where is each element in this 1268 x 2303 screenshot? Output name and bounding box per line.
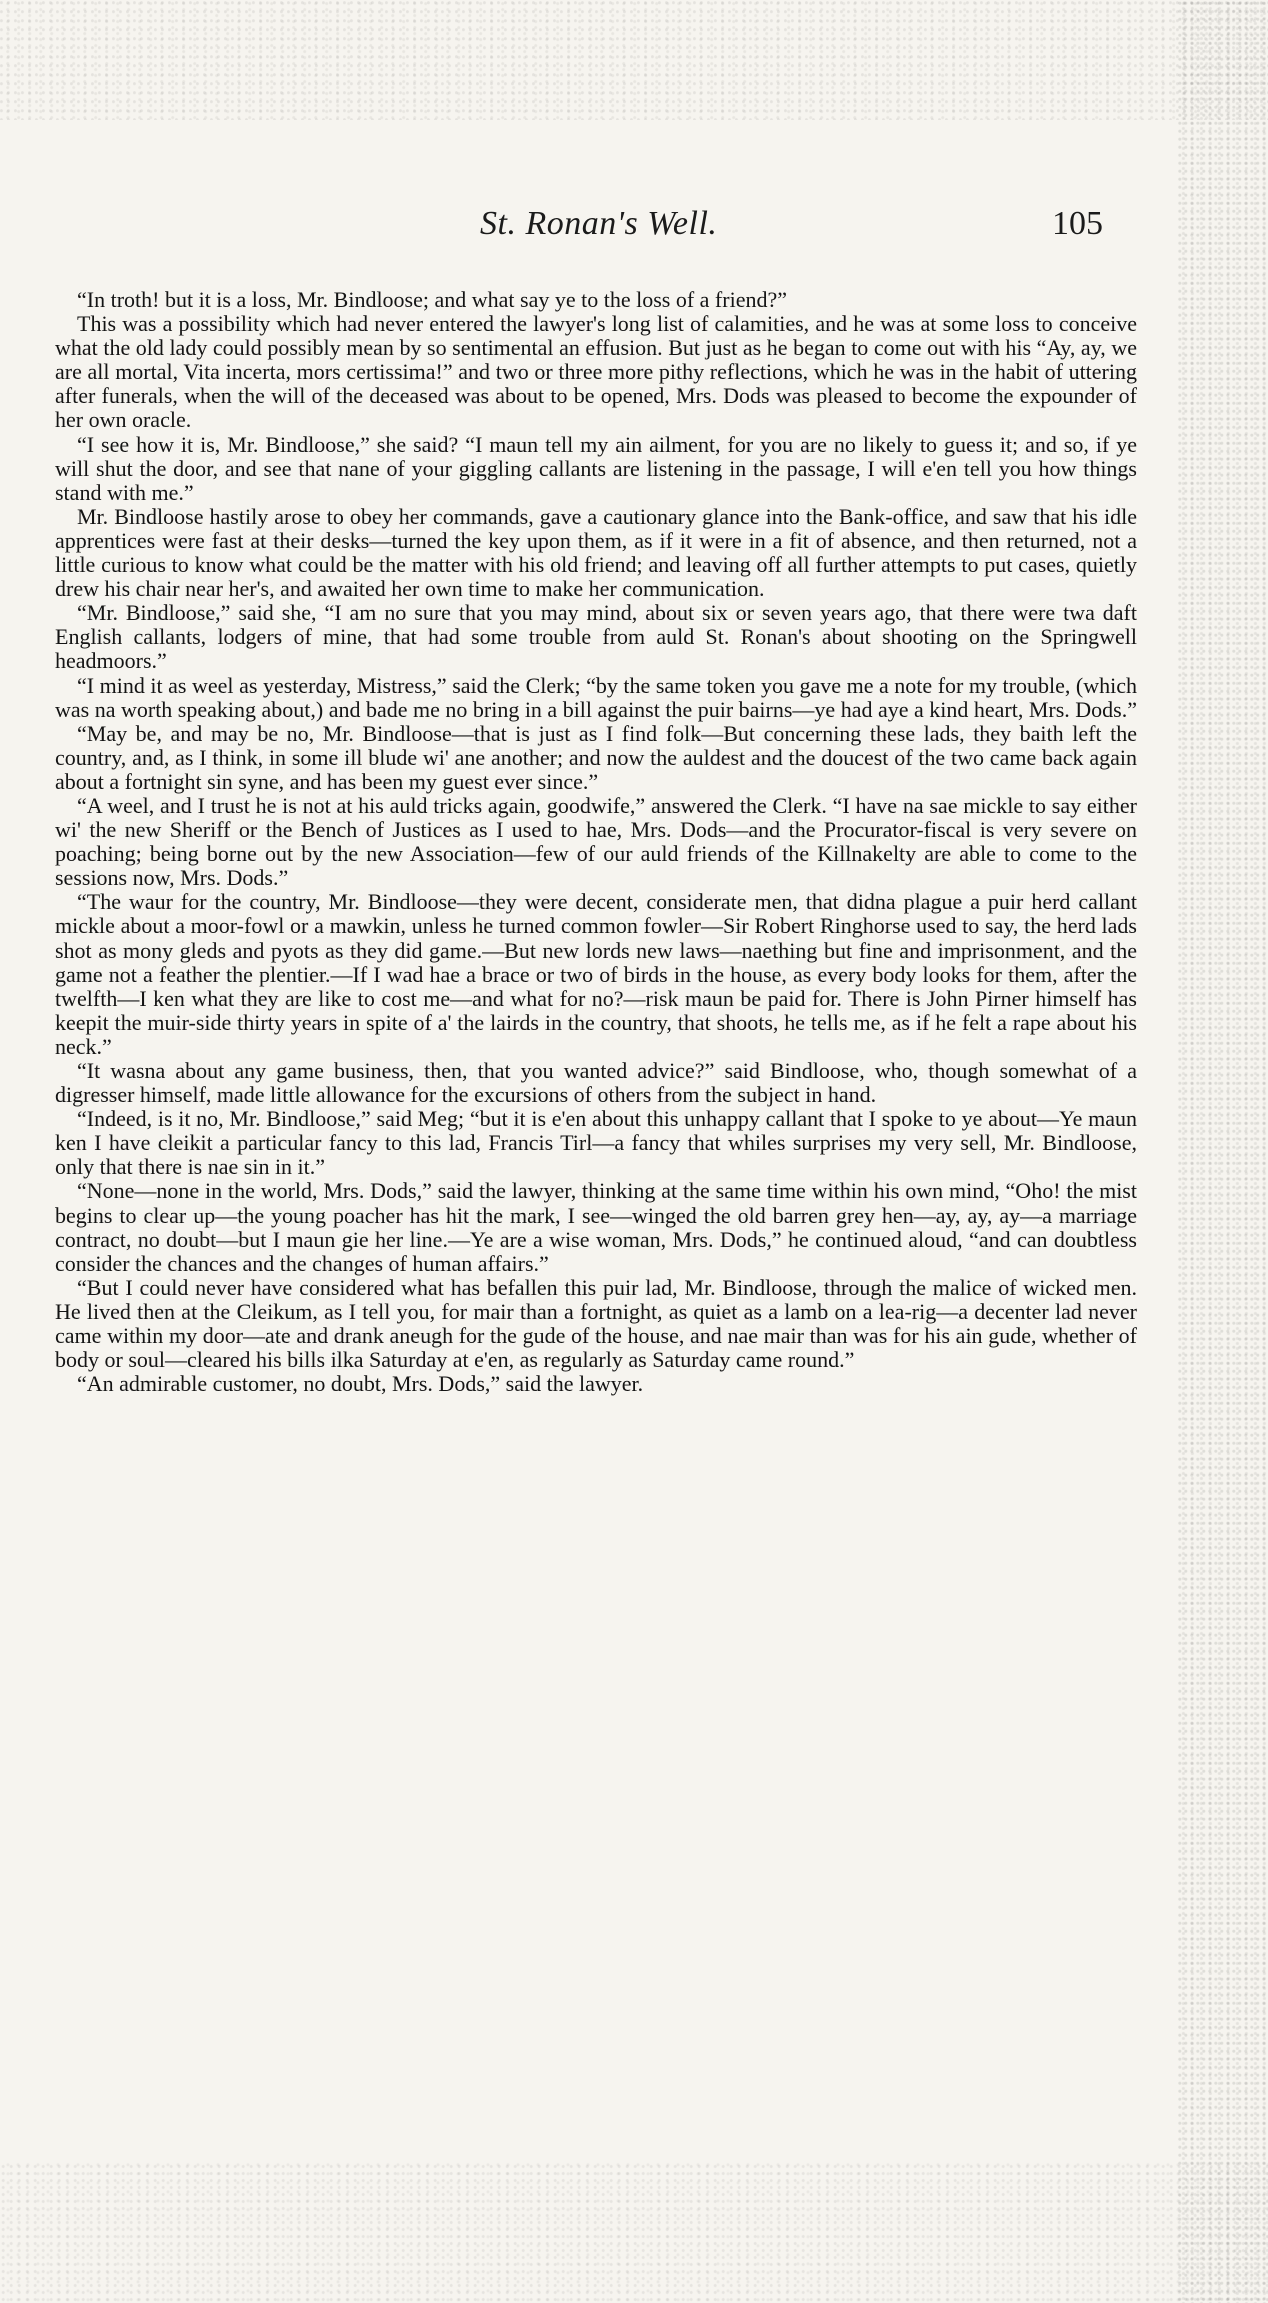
paragraph: “A weel, and I trust he is not at his auld tricks again, goodwife,” answered the Clerk. “I have na sae mickle to say either wi' the new Sheriff or the Bench of Justices as I used to hae, Mrs. Dods—and the Procurator-fiscal is very severe on poaching; being borne out by the new Association—few of our auld friends of the Killnakelty are able to come to the sessions now, Mrs. Dods.”	[55, 792, 1137, 891]
paragraph: “I see how it is, Mr. Bindloose,” she said? “I maun tell my ain ailment, for you are no likely to guess it; and so, if ye will shut the door, and see that nane of your giggling callants are listening in the passage, I will e'en tell you how things stand with me.”	[55, 431, 1137, 505]
running-title: St. Ronan's Well.	[480, 205, 718, 242]
paragraph: “It wasna about any game business, then, that you wanted advice?” said Bindloose, who, though somewhat of a digresser himself, made little allowance for the excursions of others from the subject in hand.	[55, 1058, 1137, 1108]
paragraph: “Indeed, is it no, Mr. Bindloose,” said Meg; “but it is e'en about this unhappy callant that I spoke to ye about—Ye maun ken I have cleikit a particular fancy to this lad, Francis Tirl—a fancy that whiles surprises my very sell, Mr. Bindloose, only that there is nae sin in it.”	[55, 1106, 1137, 1180]
page-number: 105	[1052, 205, 1103, 242]
paragraph: This was a possibility which had never entered the lawyer's long list of calamities, and he was at some loss to conceive what the old lady could possibly mean by so sentimental an effusion. But just as he began to come out with his “Ay, ay, we are all mortal, Vita incerta, mors certissima!” and two or three more pithy reflections, which he was in the habit of uttering after funerals, when the will of the deceased was about to be opened, Mrs. Dods was pleased to become the expounder of her own oracle.	[55, 311, 1137, 433]
paragraph: Mr. Bindloose hastily arose to obey her commands, gave a cautionary glance into the Bank-office, and saw that his idle apprentices were fast at their desks—turned the key upon them, as if it were in a fit of absence, and then returned, not a little curious to know what could be the matter with his old friend; and leaving off all further attempts to put cases, quietly drew his chair near her's, and awaited her own time to make her communication.	[55, 503, 1137, 602]
paragraph: “Mr. Bindloose,” said she, “I am no sure that you may mind, about six or seven years ago, that there were twa daft English callants, lodgers of mine, that had some trouble from auld St. Ronan's about shooting on the Springwell headmoors.”	[55, 600, 1137, 674]
paragraph: “The waur for the country, Mr. Bindloose—they were decent, considerate men, that didna plague a puir herd callant mickle about a moor-fowl or a mawkin, unless he turned common fowler—Sir Robert Ringhorse used to say, the herd lads shot as mony gleds and pyots as they did game.—But new lords new laws—naething but fine and imprisonment, and the game not a feather the plentier.—If I wad hae a brace or two of birds in the house, as every body looks for them, after the twelfth—I ken what they are like to cost me—and what for no?—risk maun be paid for. There is John Pirner himself has keepit the muir-side thirty years in spite of a' the lairds in the country, that shoots, he tells me, as if he felt a rape about his neck.”	[55, 889, 1137, 1059]
page-header	[0, 205, 1268, 255]
paragraph: “May be, and may be no, Mr. Bindloose—that is just as I find folk—But concerning these lads, they baith left the country, and, as I think, in some ill blude wi' ane another; and now the auldest and the doucest of the two came back again about a fortnight sin syne, and has been my guest ever since.”	[55, 720, 1137, 794]
paragraph: “None—none in the world, Mrs. Dods,” said the lawyer, thinking at the same time within his own mind, “Oho! the mist begins to clear up—the young poacher has hit the mark, I see—winged the old barren grey hen—ay, ay, ay—a marriage contract, no doubt—but I maun gie her line.—Ye are a wise woman, Mrs. Dods,” he continued aloud, “and can doubtless consider the chances and the changes of human affairs.”	[55, 1178, 1137, 1276]
scan-speckle-top	[0, 0, 1268, 120]
scan-speckle-right	[1178, 0, 1268, 2303]
paragraph: “In troth! but it is a loss, Mr. Bindloose; and what say ye to the loss of a friend?”	[77, 287, 787, 312]
paragraph: “I mind it as weel as yesterday, Mistress,” said the Clerk; “by the same token you gave me a note for my trouble, (which was na worth speaking about,) and bade me no bring in a bill against the puir bairns—ye had aye a kind heart, Mrs. Dods.”	[55, 672, 1137, 722]
paragraph: “But I could never have considered what has befallen this puir lad, Mr. Bindloose, through the malice of wicked men. He lived then at the Cleikum, as I tell you, for mair than a fortnight, as quiet as a lamb on a lea-rig—a decenter lad never came within my door—ate and drank aneugh for the gude of the house, and nae mair than was for his ain gude, whether of body or soul—cleared his bills ilka Saturday at e'en, as regularly as Saturday came round.”	[55, 1274, 1137, 1373]
page-body	[55, 288, 1137, 1396]
scan-speckle-bottom	[0, 2163, 1268, 2303]
paragraph: “An admirable customer, no doubt, Mrs. Dods,” said the lawyer.	[77, 1371, 644, 1397]
